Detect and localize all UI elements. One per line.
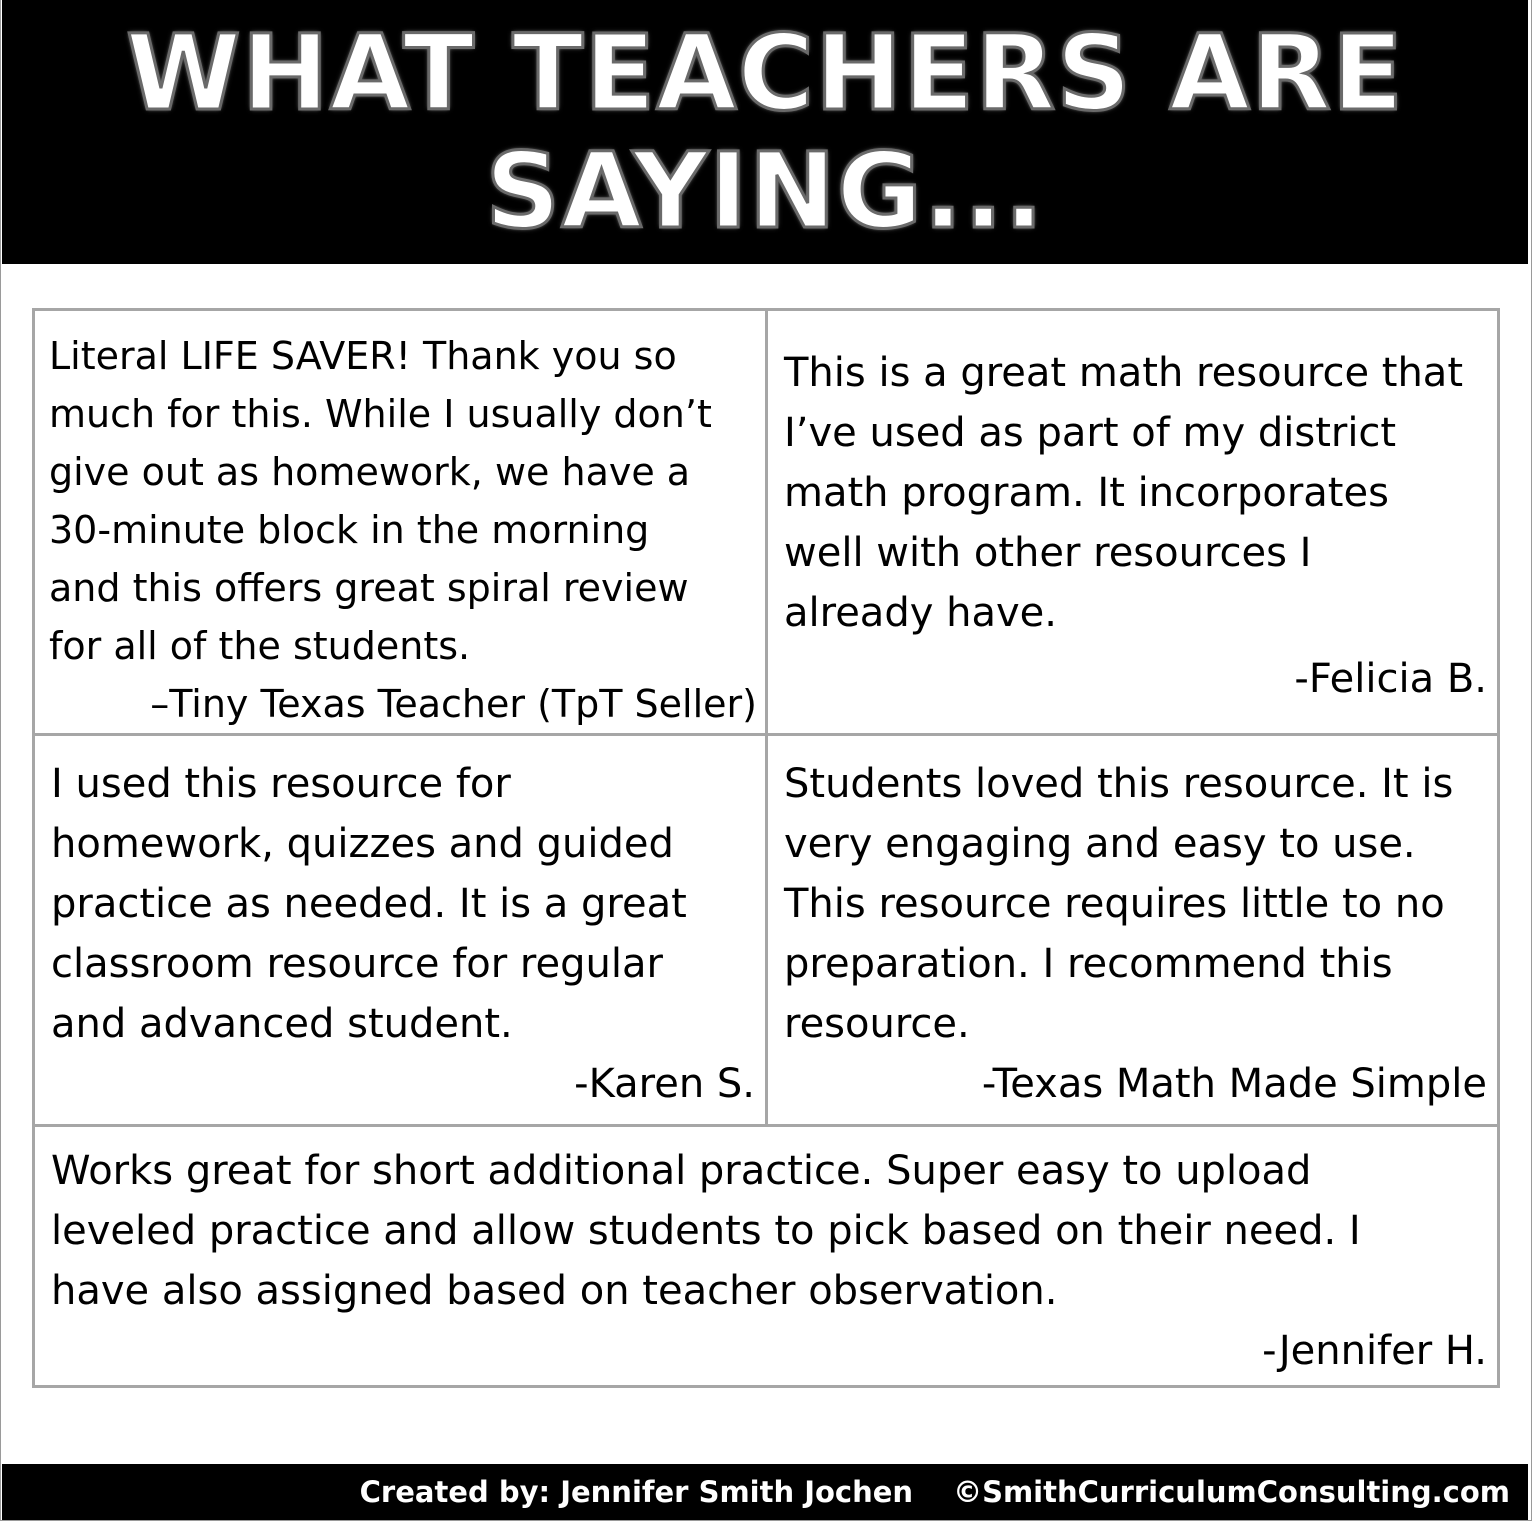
page-title: WHAT TEACHERS ARE SAYING... — [126, 12, 1404, 252]
testimonial-quote: Students loved this resource. It is very engaging and easy to use. This resource requires little to no preparation. I recommend this resource. — [784, 761, 1454, 1047]
testimonial-card — [32, 733, 768, 1127]
testimonial-quote: Literal LIFE SAVER! Thank you so much for this. While I usually don’t give out as homework, we have a 30-minute block in the morning and this offers great spiral review for all of the students. — [49, 334, 712, 668]
testimonial-quote: Works great for short additional practice. Super easy to upload leveled practice and allow students to pick based on their need. I have also assigned based on teacher observation. — [51, 1148, 1361, 1314]
testimonial-author: -Karen S. — [574, 1061, 755, 1107]
testimonial-author: -Texas Math Made Simple — [981, 1061, 1487, 1107]
testimonial-author: -Felicia B. — [1294, 656, 1487, 702]
testimonial-grid — [32, 308, 1500, 1388]
testimonial-quote: I used this resource for homework, quizzes and guided practice as needed. It is a great classroom resource for regular and advanced student. — [51, 761, 687, 1047]
testimonial-card — [32, 308, 768, 736]
copyright-notice: ©SmithCurriculumConsulting.com — [953, 1475, 1510, 1509]
testimonial-card — [765, 733, 1500, 1127]
testimonial-author: -Jennifer H. — [1262, 1328, 1487, 1374]
testimonial-card — [32, 1124, 1500, 1388]
footer-bar — [2, 1464, 1528, 1520]
testimonial-quote: This is a great math resource that I’ve used as part of my district math program. It incorporates well with other resources I already have. — [784, 350, 1464, 636]
testimonial-card — [765, 308, 1500, 736]
testimonial-author: –Tiny Texas Teacher (TpT Seller) — [150, 682, 757, 726]
header-banner — [2, 0, 1528, 264]
creator-credit: Created by: Jennifer Smith Jochen — [359, 1475, 914, 1509]
